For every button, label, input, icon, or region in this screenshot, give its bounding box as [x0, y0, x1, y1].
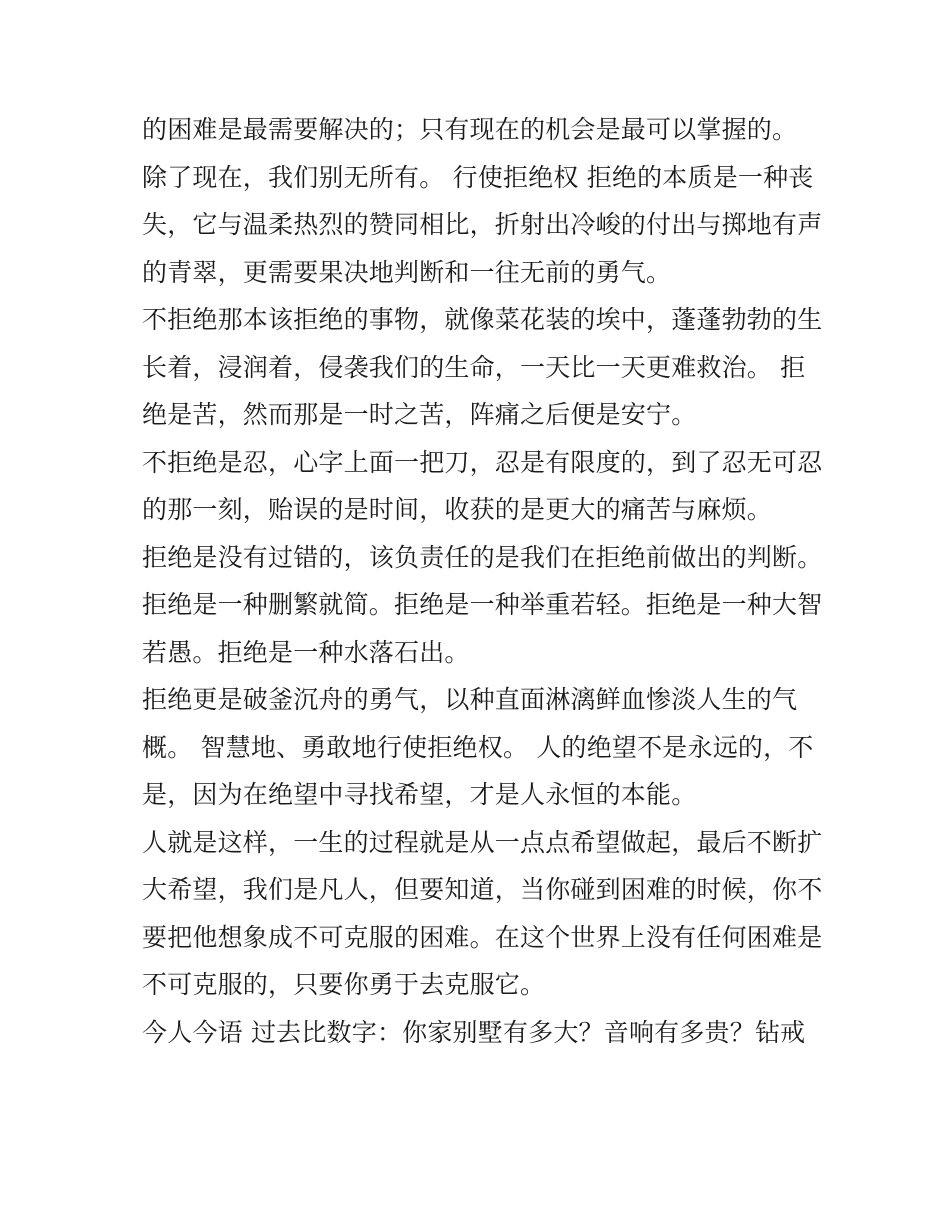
text-line: 绝是苦，然而那是一时之苦，阵痛之后便是安宁。 [142, 400, 697, 429]
text-line: 失，它与温柔热烈的赞同相比，折射出冷峻的付出与掷地有声 [142, 210, 823, 239]
text-line: 不拒绝那本该拒绝的事物，就像菜花装的埃中，蓬蓬勃勃的生 [142, 305, 823, 334]
text-line: 是，因为在绝望中寻找希望，才是人永恒的本能。 [142, 780, 697, 809]
text-line: 若愚。拒绝是一种水落石出。 [142, 637, 470, 667]
text-line: 除了现在，我们别无所有。 行使拒绝权 拒绝的本质是一种丧 [142, 162, 814, 192]
text-line: 拒绝是一种删繁就简。拒绝是一种举重若轻。拒绝是一种大智 [142, 590, 823, 619]
text-line: 人就是这样，一生的过程就是从一点点希望做起，最后不断扩 [142, 827, 823, 857]
text-line: 概。 智慧地、勇敢地行使拒绝权。 人的绝望不是永远的，不 [142, 732, 814, 762]
text-line: 的青翠，更需要果决地判断和一往无前的勇气。 [142, 257, 672, 287]
text-line: 拒绝是没有过错的，该负责任的是我们在拒绝前做出的判断。 [142, 542, 823, 572]
document-body [142, 106, 823, 1056]
text-line: 的那一刻，贻误的是时间，收获的是更大的痛苦与麻烦。 [142, 495, 773, 524]
text-line: 长着，浸润着，侵袭我们的生命，一天比一天更难救治。 拒 [142, 352, 806, 382]
text-line: 拒绝更是破釜沉舟的勇气，以种直面淋漓鲜血惨淡人生的气 [142, 685, 798, 714]
text-line: 不可克服的，只要你勇于去克服它。 [142, 970, 546, 999]
text-line: 的困难是最需要解决的；只有现在的机会是最可以掌握的。 [142, 115, 798, 144]
text-line: 大希望，我们是凡人，但要知道，当你碰到困难的时候，你不 [142, 875, 823, 904]
text-line: 今人今语 过去比数字：你家别墅有多大？音响有多贵？钻戒 [142, 1017, 806, 1047]
text-line: 要把他想象成不可克服的困难。在这个世界上没有任何困难是 [142, 922, 823, 952]
text-line: 不拒绝是忍，心字上面一把刀，忍是有限度的，到了忍无可忍 [142, 447, 823, 477]
